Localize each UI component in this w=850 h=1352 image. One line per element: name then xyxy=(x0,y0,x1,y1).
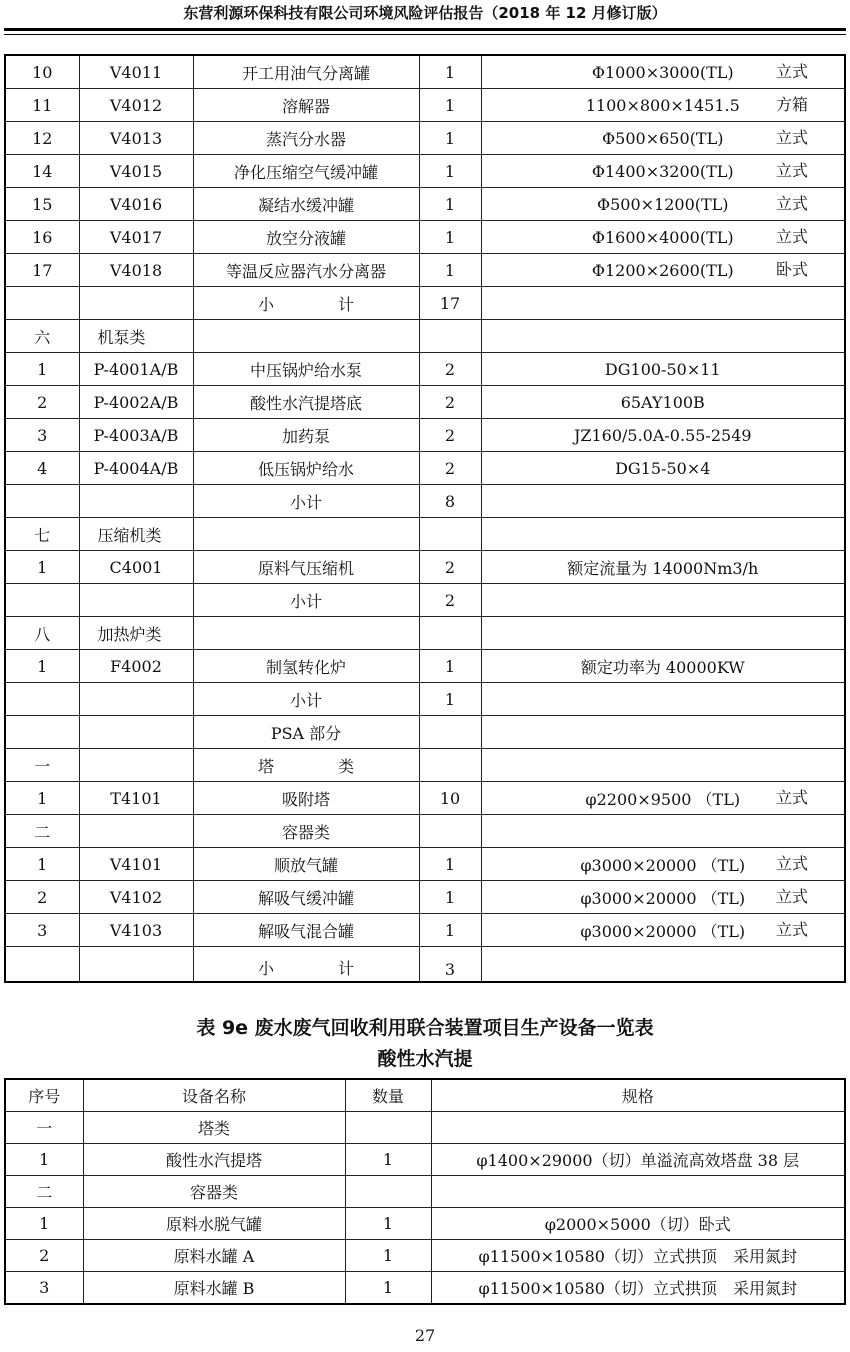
spec-text: 65AY100B xyxy=(620,392,705,412)
table-row xyxy=(5,55,845,89)
cell-name: 小计 xyxy=(193,683,419,716)
header-no: 序号 xyxy=(5,1079,83,1112)
spec-text: φ3000×20000 （TL) xyxy=(580,888,746,908)
cell-name: 原料气压缩机 xyxy=(193,551,419,584)
cell-no: 11 xyxy=(5,89,79,122)
cell-name: 塔 类 xyxy=(193,749,419,782)
equipment-table-continued xyxy=(4,54,846,983)
cell-name: 容器类 xyxy=(193,815,419,848)
cell-spec: φ11500×10580（切）立式拱顶 采用氮封 xyxy=(431,1240,845,1272)
cell-qty xyxy=(419,716,481,749)
orientation-text: 立式 xyxy=(775,887,808,906)
cell-spec xyxy=(481,683,845,716)
cell-no: 10 xyxy=(5,55,79,89)
cell-spec xyxy=(481,947,845,983)
spec-text: 1100×800×1451.5 xyxy=(585,95,740,115)
cell-no xyxy=(5,716,79,749)
spec-text: φ3000×20000 （TL) xyxy=(580,921,746,941)
cell-name: 解吸气混合罐 xyxy=(193,914,419,947)
cell-qty: 2 xyxy=(419,584,481,617)
cell-no: 1 xyxy=(5,353,79,386)
cell-no: 1 xyxy=(5,782,79,815)
orientation-text: 立式 xyxy=(775,920,808,939)
cell-qty: 1 xyxy=(345,1272,431,1305)
cell-no: 六 xyxy=(5,320,79,353)
spec-text: φ2200×9500 （TL) xyxy=(585,789,741,809)
cell-spec: φ1400×29000（切）单溢流高效塔盘 38 层 xyxy=(431,1144,845,1176)
cell-qty xyxy=(419,815,481,848)
cell-no: 4 xyxy=(5,452,79,485)
cell-qty: 10 xyxy=(419,782,481,815)
cell-qty: 1 xyxy=(419,683,481,716)
cell-code: P-4003A/B xyxy=(79,419,193,452)
orientation-text: 立式 xyxy=(775,194,808,213)
cell-no: 14 xyxy=(5,155,79,188)
spec-text: Φ1600×4000(TL) xyxy=(591,227,734,247)
cell-qty xyxy=(419,320,481,353)
cell-no: 一 xyxy=(5,749,79,782)
cell-spec xyxy=(481,254,845,287)
cell-no: 1 xyxy=(5,551,79,584)
table-row xyxy=(5,254,845,287)
cell-name: PSA 部分 xyxy=(193,716,419,749)
cell-code: P-4001A/B xyxy=(79,353,193,386)
cell-name: 顺放气罐 xyxy=(193,848,419,881)
header-rule-thick xyxy=(4,28,846,31)
cell-qty: 1 xyxy=(419,188,481,221)
cell-qty: 2 xyxy=(419,419,481,452)
cell-spec xyxy=(481,881,845,914)
cell-qty: 1 xyxy=(419,914,481,947)
cell-qty xyxy=(419,518,481,551)
cell-no: 二 xyxy=(5,1176,83,1208)
page-header: 东营利源环保科技有限公司环境风险评估报告（2018 年 12 月修订版） xyxy=(183,4,667,22)
cell-qty xyxy=(419,617,481,650)
cell-qty: 1 xyxy=(345,1144,431,1176)
cell-qty xyxy=(345,1176,431,1208)
cell-code: V4017 xyxy=(79,221,193,254)
cell-spec xyxy=(481,518,845,551)
spec-text: DG100-50×11 xyxy=(604,359,721,379)
cell-qty: 1 xyxy=(419,881,481,914)
spec-text: Φ1200×2600(TL) xyxy=(591,260,734,280)
orientation-text: 方箱 xyxy=(775,95,808,114)
cell-no: 2 xyxy=(5,386,79,419)
cell-spec xyxy=(481,122,845,155)
cell-no: 17 xyxy=(5,254,79,287)
cell-qty: 2 xyxy=(419,452,481,485)
cell-spec xyxy=(481,386,845,419)
cell-spec xyxy=(481,584,845,617)
cell-spec xyxy=(481,485,845,518)
cell-name: 解吸气缓冲罐 xyxy=(193,881,419,914)
cell-qty: 2 xyxy=(419,353,481,386)
cell-no: 1 xyxy=(5,1144,83,1176)
cell-code: 加热炉类 xyxy=(79,617,193,650)
cell-name: 小 计 xyxy=(193,287,419,320)
cell-spec: φ2000×5000（切）卧式 xyxy=(431,1208,845,1240)
table-row xyxy=(5,815,845,848)
cell-qty: 2 xyxy=(419,551,481,584)
cell-no: 二 xyxy=(5,815,79,848)
cell-no xyxy=(5,584,79,617)
cell-spec xyxy=(481,914,845,947)
cell-qty: 1 xyxy=(419,55,481,89)
cell-qty: 1 xyxy=(419,155,481,188)
cell-name: 酸性水汽提塔底 xyxy=(193,386,419,419)
orientation-text: 立式 xyxy=(775,227,808,246)
acid-water-table-body xyxy=(5,1112,845,1305)
cell-name: 加药泵 xyxy=(193,419,419,452)
table-row xyxy=(5,485,845,518)
cell-name: 原料水脱气罐 xyxy=(83,1208,345,1240)
cell-name: 净化压缩空气缓冲罐 xyxy=(193,155,419,188)
cell-spec xyxy=(481,617,845,650)
table-row xyxy=(5,122,845,155)
cell-code: V4102 xyxy=(79,881,193,914)
cell-code: C4001 xyxy=(79,551,193,584)
cell-spec xyxy=(481,55,845,89)
cell-name: 小计 xyxy=(193,584,419,617)
cell-code xyxy=(79,815,193,848)
cell-no xyxy=(5,485,79,518)
cell-no: 12 xyxy=(5,122,79,155)
spec-text: Φ1000×3000(TL) xyxy=(591,62,734,82)
table-row xyxy=(5,848,845,881)
cell-code: V4015 xyxy=(79,155,193,188)
cell-name: 开工用油气分离罐 xyxy=(193,55,419,89)
cell-code: V4101 xyxy=(79,848,193,881)
cell-spec xyxy=(481,452,845,485)
orientation-text: 立式 xyxy=(775,788,808,807)
cell-no: 八 xyxy=(5,617,79,650)
cell-qty: 1 xyxy=(345,1240,431,1272)
orientation-text: 卧式 xyxy=(775,260,808,279)
cell-name: 低压锅炉给水 xyxy=(193,452,419,485)
table-row xyxy=(5,617,845,650)
cell-spec xyxy=(481,287,845,320)
cell-no: 3 xyxy=(5,1272,83,1305)
spec-text: JZ160/5.0A-0.55-2549 xyxy=(573,425,752,445)
spec-text: Φ1400×3200(TL) xyxy=(591,161,734,181)
cell-name xyxy=(193,320,419,353)
table-row xyxy=(5,1176,845,1208)
cell-qty: 1 xyxy=(419,650,481,683)
cell-name: 塔类 xyxy=(83,1112,345,1144)
cell-qty: 1 xyxy=(419,254,481,287)
table-subcaption: 酸性水汽提 xyxy=(377,1048,473,1070)
cell-no xyxy=(5,287,79,320)
equipment-table-body xyxy=(5,55,845,982)
cell-qty: 3 xyxy=(419,947,481,983)
cell-qty xyxy=(419,749,481,782)
cell-name: 原料水罐 B xyxy=(83,1272,345,1305)
cell-code: 机泵类 xyxy=(79,320,193,353)
table-row xyxy=(5,650,845,683)
cell-code: P-4004A/B xyxy=(79,452,193,485)
table-row xyxy=(5,188,845,221)
orientation-text: 立式 xyxy=(775,161,808,180)
cell-code xyxy=(79,947,193,983)
cell-code: P-4002A/B xyxy=(79,386,193,419)
cell-name: 小计 xyxy=(193,485,419,518)
cell-no: 16 xyxy=(5,221,79,254)
cell-no: 3 xyxy=(5,914,79,947)
table-row xyxy=(5,683,845,716)
cell-code xyxy=(79,683,193,716)
table-row-subtotal xyxy=(5,947,845,983)
cell-name xyxy=(193,518,419,551)
cell-qty xyxy=(345,1112,431,1144)
table-row xyxy=(5,353,845,386)
acid-water-stripper-table xyxy=(4,1078,846,1305)
table-row xyxy=(5,320,845,353)
spec-text: DG15-50×4 xyxy=(615,458,711,478)
orientation-text: 立式 xyxy=(775,128,808,147)
cell-code: V4016 xyxy=(79,188,193,221)
cell-no: 15 xyxy=(5,188,79,221)
table-row xyxy=(5,1112,845,1144)
cell-spec xyxy=(481,419,845,452)
cell-qty: 1 xyxy=(419,89,481,122)
cell-spec xyxy=(431,1112,845,1144)
cell-name: 凝结水缓冲罐 xyxy=(193,188,419,221)
cell-code: F4002 xyxy=(79,650,193,683)
cell-no: 1 xyxy=(5,848,79,881)
cell-spec xyxy=(481,782,845,815)
cell-code: 压缩机类 xyxy=(79,518,193,551)
cell-qty: 1 xyxy=(345,1208,431,1240)
header-qty: 数量 xyxy=(345,1079,431,1112)
table-row xyxy=(5,749,845,782)
cell-spec: φ11500×10580（切）立式拱顶 采用氮封 xyxy=(431,1272,845,1305)
cell-name: 原料水罐 A xyxy=(83,1240,345,1272)
table-row xyxy=(5,287,845,320)
cell-name: 小 计 xyxy=(193,947,419,983)
cell-spec xyxy=(481,89,845,122)
cell-qty: 1 xyxy=(419,122,481,155)
table-row xyxy=(5,1272,845,1305)
table-row xyxy=(5,716,845,749)
cell-code: V4103 xyxy=(79,914,193,947)
table-row xyxy=(5,1208,845,1240)
spec-text: 额定流量为 14000Nm3/h xyxy=(567,558,759,578)
table-row xyxy=(5,386,845,419)
cell-spec xyxy=(481,716,845,749)
cell-name: 等温反应器汽水分离器 xyxy=(193,254,419,287)
cell-code xyxy=(79,287,193,320)
cell-name: 放空分液罐 xyxy=(193,221,419,254)
cell-name xyxy=(193,617,419,650)
cell-name: 溶解器 xyxy=(193,89,419,122)
cell-spec xyxy=(481,551,845,584)
table-row xyxy=(5,914,845,947)
table-row xyxy=(5,881,845,914)
cell-spec xyxy=(481,749,845,782)
table-row xyxy=(5,782,845,815)
cell-spec xyxy=(481,188,845,221)
cell-spec xyxy=(481,848,845,881)
cell-code xyxy=(79,716,193,749)
cell-name: 中压锅炉给水泵 xyxy=(193,353,419,386)
table-row xyxy=(5,419,845,452)
cell-spec xyxy=(481,815,845,848)
orientation-text: 立式 xyxy=(775,62,808,81)
orientation-text: 立式 xyxy=(775,854,808,873)
cell-code xyxy=(79,749,193,782)
cell-spec xyxy=(481,155,845,188)
cell-code: V4013 xyxy=(79,122,193,155)
cell-name: 吸附塔 xyxy=(193,782,419,815)
cell-no: 1 xyxy=(5,650,79,683)
cell-code: V4012 xyxy=(79,89,193,122)
table-row xyxy=(5,89,845,122)
cell-qty: 2 xyxy=(419,386,481,419)
table-row xyxy=(5,584,845,617)
cell-code: V4018 xyxy=(79,254,193,287)
cell-name: 制氢转化炉 xyxy=(193,650,419,683)
header-spec: 规格 xyxy=(431,1079,845,1112)
cell-no: 2 xyxy=(5,1240,83,1272)
cell-no: 3 xyxy=(5,419,79,452)
table-row xyxy=(5,155,845,188)
spec-text: 额定功率为 40000KW xyxy=(580,657,745,677)
cell-no xyxy=(5,947,79,983)
cell-no: 1 xyxy=(5,1208,83,1240)
cell-spec xyxy=(481,353,845,386)
cell-spec xyxy=(431,1176,845,1208)
header-name: 设备名称 xyxy=(83,1079,345,1112)
spec-text: Φ500×1200(TL) xyxy=(596,194,729,214)
cell-spec xyxy=(481,320,845,353)
cell-qty: 17 xyxy=(419,287,481,320)
table-header-row xyxy=(5,1079,845,1112)
cell-no: 七 xyxy=(5,518,79,551)
table-row xyxy=(5,551,845,584)
cell-no: 2 xyxy=(5,881,79,914)
table-caption: 表 9e 废水废气回收利用联合装置项目生产设备一览表 xyxy=(196,1017,654,1039)
page-number: 27 xyxy=(414,1326,436,1345)
cell-spec xyxy=(481,221,845,254)
table-row xyxy=(5,1240,845,1272)
header-rule-thin xyxy=(4,34,846,35)
cell-code: T4101 xyxy=(79,782,193,815)
spec-text: φ3000×20000 （TL) xyxy=(580,855,746,875)
cell-no: 一 xyxy=(5,1112,83,1144)
cell-qty: 1 xyxy=(419,848,481,881)
cell-no xyxy=(5,683,79,716)
table-row xyxy=(5,1144,845,1176)
table-row xyxy=(5,518,845,551)
cell-spec xyxy=(481,650,845,683)
cell-qty: 1 xyxy=(419,221,481,254)
table-row xyxy=(5,221,845,254)
cell-code xyxy=(79,584,193,617)
table-row xyxy=(5,452,845,485)
cell-name: 蒸汽分水器 xyxy=(193,122,419,155)
cell-name: 容器类 xyxy=(83,1176,345,1208)
spec-text: Φ500×650(TL) xyxy=(602,128,724,148)
cell-name: 酸性水汽提塔 xyxy=(83,1144,345,1176)
cell-qty: 8 xyxy=(419,485,481,518)
cell-code xyxy=(79,485,193,518)
cell-code: V4011 xyxy=(79,55,193,89)
